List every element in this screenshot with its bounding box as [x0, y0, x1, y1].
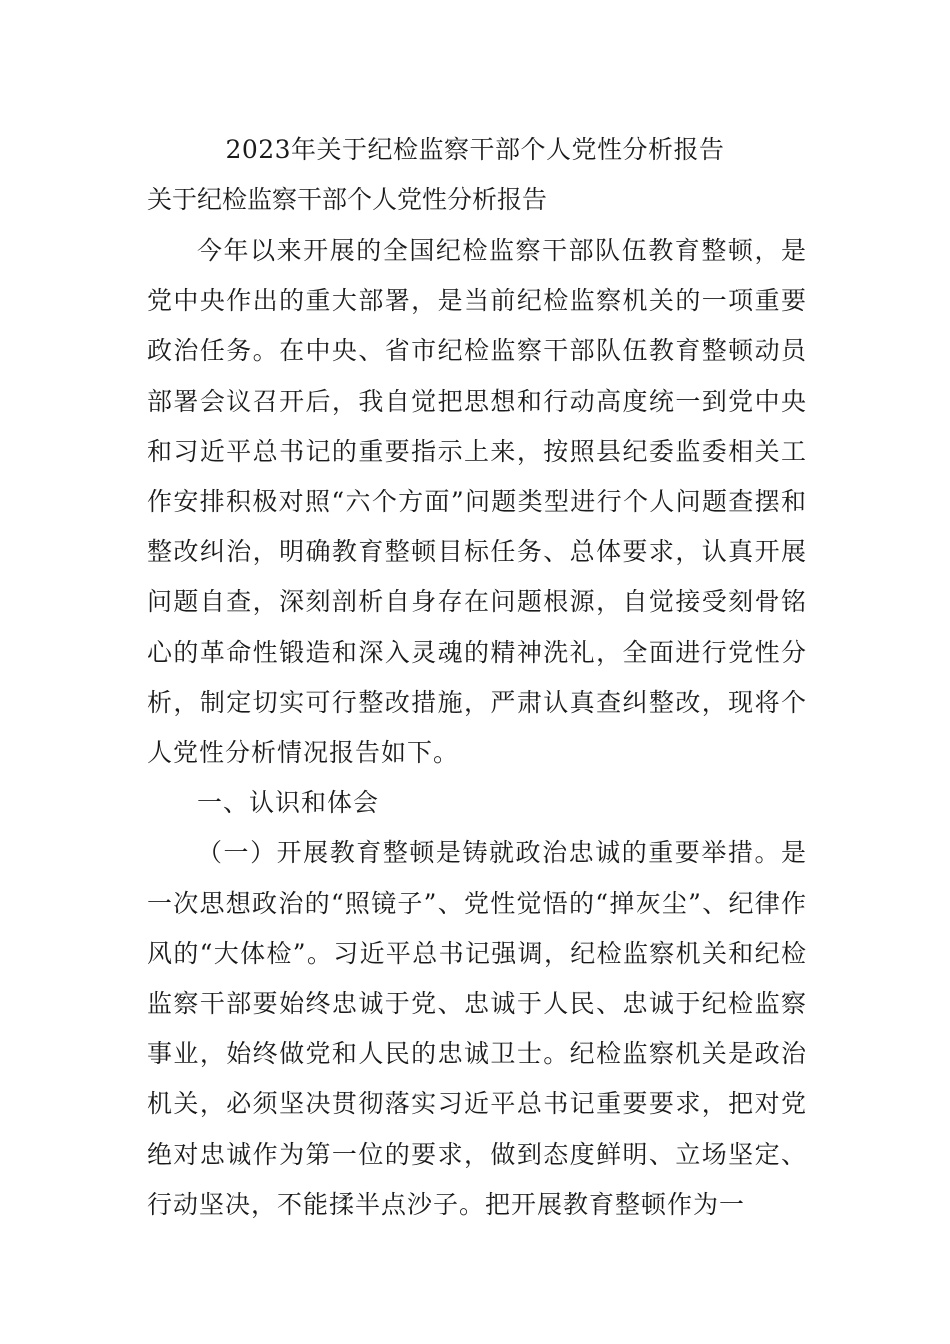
document-title: 2023年关于纪检监察干部个人党性分析报告 [225, 135, 725, 164]
document-body [147, 226, 807, 1230]
intro-paragraph: 今年以来开展的全国纪检监察干部队伍教育整顿，是党中央作出的重大部署，是当前纪检监察机关的一项重要政治任务。在中央、省市纪检监察干部队伍教育整顿动员部署会议召开后，我自觉把思想和行动高度统一到党中央和习近平总书记的重要指示上来，按照县纪委监委相关工作安排积极对照“六个方面”问题类型进行个人问题查摆和整改纠治，明确教育整顿目标任务、总体要求，认真开展问题自查，深刻剖析自身存在问题根源，自觉接受刻骨铭心的革命性锻造和深入灵魂的精神洗礼，全面进行党性分析，制定切实可行整改措施，严肃认真查纠整改，现将个人党性分析情况报告如下。 [147, 236, 807, 768]
section-heading: 一、认识和体会 [197, 788, 380, 818]
body-paragraph: （一）开展教育整顿是铸就政治忠诚的重要举措。是一次思想政治的“照镜子”、党性觉悟的“掸灰尘”、纪律作风的“大体检”。习近平总书记强调，纪检监察机关和纪检监察干部要始终忠诚于党、忠诚于人民、忠诚于纪检监察事业，始终做党和人民的忠诚卫士。纪检监察机关是政治机关，必须坚决贯彻落实习近平总书记重要要求，把对党绝对忠诚作为第一位的要求，做到态度鲜明、立场坚定、行动坚决，不能揉半点沙子。把开展教育整顿作为一 [147, 838, 807, 1219]
document-subtitle: 关于纪检监察干部个人党性分析报告 [147, 185, 548, 214]
